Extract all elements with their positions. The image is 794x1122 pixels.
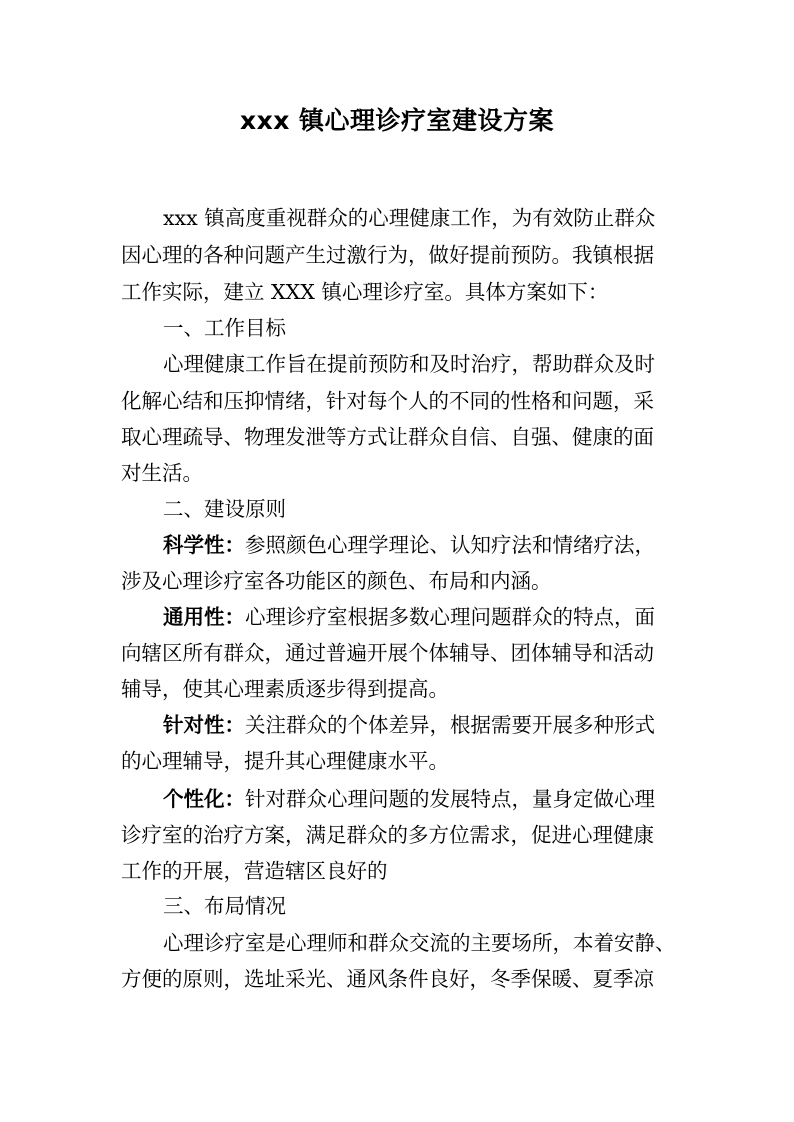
section-1-line-3: 取心理疏导、物理发泄等方式让群众自信、自强、健康的面 <box>121 425 654 449</box>
principle-personalized-line-1 <box>163 784 655 814</box>
document-title: xxx 镇心理诊疗室建设方案 <box>239 106 555 135</box>
principle-scientific-text: 参照颜色心理学理论、认知疗法和情绪疗法， <box>245 533 655 557</box>
principle-personalized-text: 针对群众心理问题的发展特点，量身定做心理 <box>245 787 655 811</box>
principle-general-line-2: 向辖区所有群众，通过普遍开展个体辅导、团体辅导和活动 <box>121 641 654 665</box>
intro-line-3: 工作实际，建立 XXX 镇心理诊疗室。具体方案如下： <box>121 280 609 304</box>
section-3-line-1: 心理诊疗室是心理师和群众交流的主要场所，本着安静、 <box>163 931 676 955</box>
intro-line-1: xxx 镇高度重视群众的心理健康工作，为有效防止群众 <box>163 206 656 230</box>
section-1-heading: 一、工作目标 <box>163 316 286 340</box>
principle-scientific-term: 科学性： <box>163 533 245 557</box>
principle-general-line-3: 辅导，使其心理素质逐步得到提高。 <box>121 677 449 701</box>
principle-targeted-line-1 <box>163 710 655 740</box>
principle-general-term: 通用性： <box>163 605 245 629</box>
principle-personalized-term: 个性化： <box>163 787 245 811</box>
section-1-line-4: 对生活。 <box>121 461 203 485</box>
section-1-line-1: 心理健康工作旨在提前预防和及时治疗，帮助群众及时 <box>163 352 655 376</box>
principle-targeted-text: 关注群众的个体差异，根据需要开展多种形式 <box>245 713 655 737</box>
principle-personalized-line-3: 工作的开展，营造辖区良好的 <box>121 859 388 883</box>
section-3-line-2: 方便的原则，选址采光、通风条件良好，冬季保暖、夏季凉 <box>121 967 654 991</box>
section-1-line-2: 化解心结和压抑情绪，针对每个人的不同的性格和问题，采 <box>121 389 654 413</box>
principle-personalized-line-2: 诊疗室的治疗方案，满足群众的多方位需求，促进心理健康 <box>121 823 654 847</box>
principle-targeted-line-2: 的心理辅导，提升其心理健康水平。 <box>121 749 449 773</box>
principle-scientific-line-2: 涉及心理诊疗室各功能区的颜色、布局和内涵。 <box>121 569 552 593</box>
section-3-heading: 三、布局情况 <box>163 894 286 918</box>
principle-general-text: 心理诊疗室根据多数心理问题群众的特点，面 <box>245 605 655 629</box>
principle-targeted-term: 针对性： <box>163 713 245 737</box>
intro-line-2: 因心理的各种问题产生过激行为，做好提前预防。我镇根据 <box>121 243 654 267</box>
principle-scientific-line-1 <box>163 530 655 560</box>
section-2-heading: 二、建设原则 <box>163 497 286 521</box>
principle-general-line-1 <box>163 602 655 632</box>
